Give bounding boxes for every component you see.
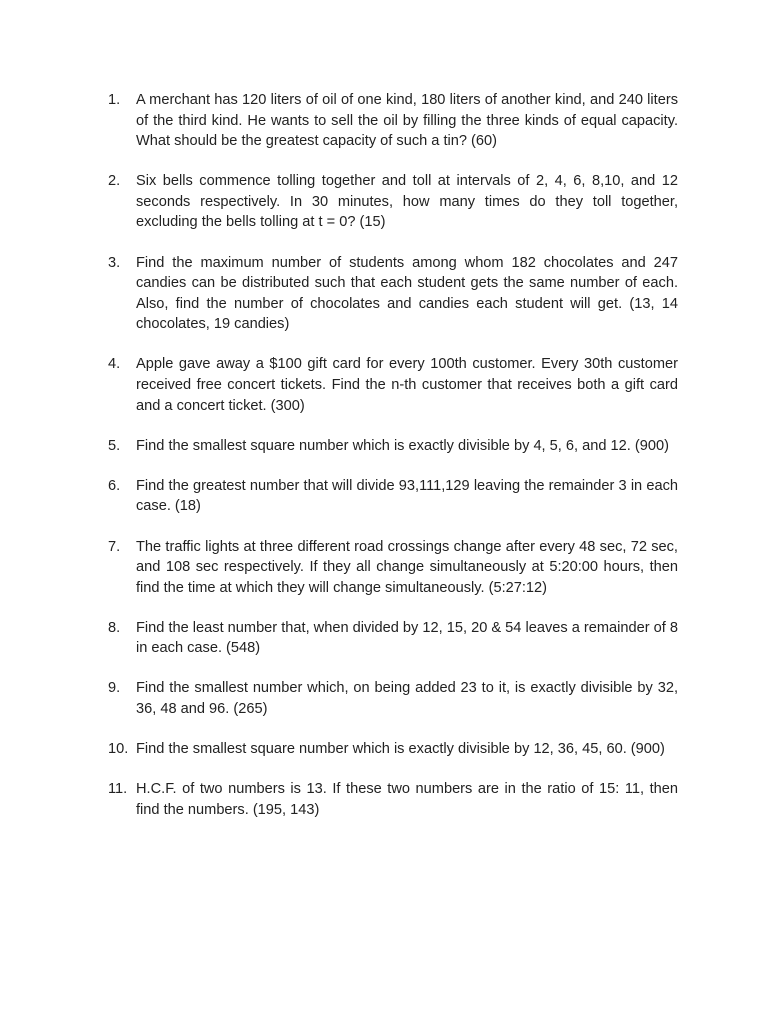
question-number: 1.: [108, 92, 121, 108]
question-text: Find the smallest square number which is exactly divisible by 12, 36, 45, 60. (900): [136, 741, 665, 758]
question-item-3: [108, 253, 678, 335]
question-item-8: [108, 618, 678, 659]
question-item-1: [108, 90, 678, 152]
question-number: 7.: [108, 538, 121, 555]
question-number: 2.: [108, 173, 121, 190]
question-text: H.C.F. of two numbers is 13. If these two numbers are in the ratio of 15: 11, then find the numbers. (195, 143): [136, 781, 678, 818]
question-text: Six bells commence tolling together and toll at intervals of 2, 4, 6, 8,10, and 12 seconds respectively. In 30 minutes, how many times do they toll together, excluding the bells tolling at t = 0? (15): [136, 173, 678, 231]
question-number: 4.: [108, 356, 121, 373]
question-number: 6.: [108, 477, 121, 494]
question-text: Find the maximum number of students among whom 182 chocolates and 247 candies can be distributed such that each student gets the same number of each. Also, find the number of chocolates and candies each student will get. (13, 14 chocolates, 19 candies): [136, 254, 678, 333]
question-item-7: [108, 537, 678, 599]
question-item-2: [108, 171, 678, 233]
question-text: Find the smallest number which, on being added 23 to it, is exactly divisible by 32, 36, 48 and 96. (265): [136, 680, 678, 718]
question-item-4: [108, 354, 678, 416]
question-number: 8.: [108, 619, 121, 636]
question-item-9: [108, 678, 678, 719]
question-text: A merchant has 120 liters of oil of one kind, 180 liters of another kind, and 240 liters of the third kind. He wants to sell the oil by filling the three kinds of equal capacity. What should be the greatest capacity of such a tin? (60): [136, 92, 678, 150]
question-text: Apple gave away a $100 gift card for every 100th customer. Every 30th customer received free concert tickets. Find the n-th customer that receives both a gift card and a concert ticket. (300): [136, 356, 678, 414]
question-text: Find the greatest number that will divide 93,111,129 leaving the remainder 3 in each case. (18): [136, 477, 678, 515]
question-text: Find the least number that, when divided by 12, 15, 20 & 54 leaves a remainder of 8 in each case. (548): [136, 619, 678, 657]
question-text: Find the smallest square number which is exactly divisible by 4, 5, 6, and 12. (900): [136, 437, 669, 454]
question-item-6: [108, 476, 678, 517]
question-number: 10.: [108, 741, 129, 758]
question-item-11: [108, 779, 678, 820]
question-number: 3.: [108, 254, 121, 271]
question-number: 5.: [108, 437, 121, 454]
question-item-5: [108, 436, 678, 457]
question-item-10: [108, 739, 678, 760]
question-list: [108, 90, 678, 840]
question-text: The traffic lights at three different road crossings change after every 48 sec, 72 sec, and 108 sec respectively. If they all change simultaneously at 5:20:00 hours, then find the time at which they will change simultaneously. (5:27:12): [136, 538, 678, 596]
question-number: 9.: [108, 680, 121, 697]
question-number: 11.: [108, 781, 128, 798]
